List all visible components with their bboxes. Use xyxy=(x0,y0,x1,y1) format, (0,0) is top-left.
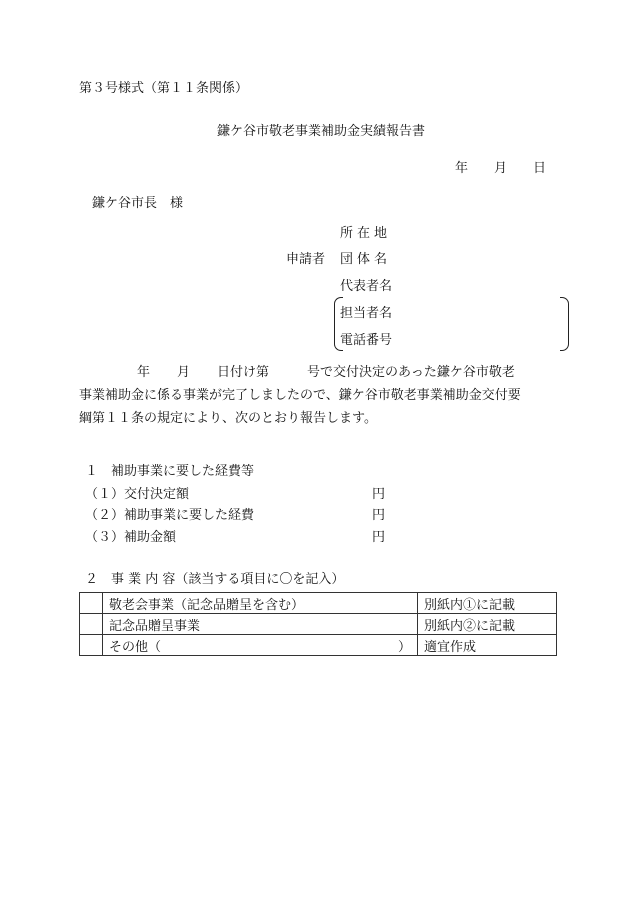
phone-label: 電話番号 xyxy=(340,333,393,348)
section1-heading: １ 補助事業に要した経費等 xyxy=(85,464,255,479)
mark-cell[interactable] xyxy=(80,635,103,656)
date-year: 年 xyxy=(455,161,469,176)
addressee: 鎌ケ谷市長 様 xyxy=(92,196,184,211)
note-cell: 別紙内①に記載 xyxy=(418,593,557,614)
location-label: 所在地 xyxy=(340,226,392,241)
item-grant-decision: （１）交付決定額 xyxy=(85,487,190,502)
yen-unit: 円 xyxy=(372,508,386,523)
content-cell xyxy=(103,635,418,656)
mark-cell[interactable] xyxy=(80,614,103,635)
date-line xyxy=(455,161,546,177)
table-row xyxy=(80,614,557,635)
mark-cell[interactable] xyxy=(80,593,103,614)
note-cell: 別紙内②に記載 xyxy=(418,614,557,635)
body-year: 年 xyxy=(137,365,151,380)
content-cell: 敬老会事業（記念品贈呈を含む） xyxy=(103,593,418,614)
note-cell: 適宜作成 xyxy=(418,635,557,656)
yen-unit: 円 xyxy=(372,487,386,502)
body-month: 月 xyxy=(177,365,191,380)
organization-label: 団体名 xyxy=(340,252,392,267)
form-number: 第３号様式（第１１条関係） xyxy=(79,81,249,96)
right-bracket xyxy=(560,297,569,351)
item-expenses: （２）補助事業に要した経費 xyxy=(85,508,255,523)
body-date-prefix: 日付け第 xyxy=(217,365,270,380)
date-month: 月 xyxy=(494,161,508,176)
body-line-3: 綱第１１条の規定により、次のとおり報告します。 xyxy=(79,411,377,426)
person-in-charge-label: 担当者名 xyxy=(340,306,393,321)
document-title: 鎌ケ谷市敬老事業補助金実績報告書 xyxy=(216,124,425,139)
representative-label: 代表者名 xyxy=(340,279,393,294)
item-subsidy-amount: （３）補助金額 xyxy=(85,530,177,545)
other-close: ） xyxy=(397,639,411,655)
date-day: 日 xyxy=(533,161,547,176)
table-row xyxy=(80,635,557,656)
content-cell: 記念品贈呈事業 xyxy=(103,614,418,635)
applicant-label: 申請者 xyxy=(286,252,326,267)
section2-heading: ２ 事 業 内 容（該当する項目に〇を記入） xyxy=(85,572,345,587)
body-paragraph xyxy=(79,361,555,430)
body-line-1-text: 号で交付決定のあった鎌ケ谷市敬老 xyxy=(307,365,515,380)
body-line-2: 事業補助金に係る事業が完了しましたので、鎌ケ谷市敬老事業補助金交付要 xyxy=(79,388,521,403)
contents-table xyxy=(79,592,557,656)
other-open: その他（ xyxy=(109,639,162,655)
yen-unit: 円 xyxy=(372,530,386,545)
body-line-1 xyxy=(79,361,555,384)
table-row xyxy=(80,593,557,614)
